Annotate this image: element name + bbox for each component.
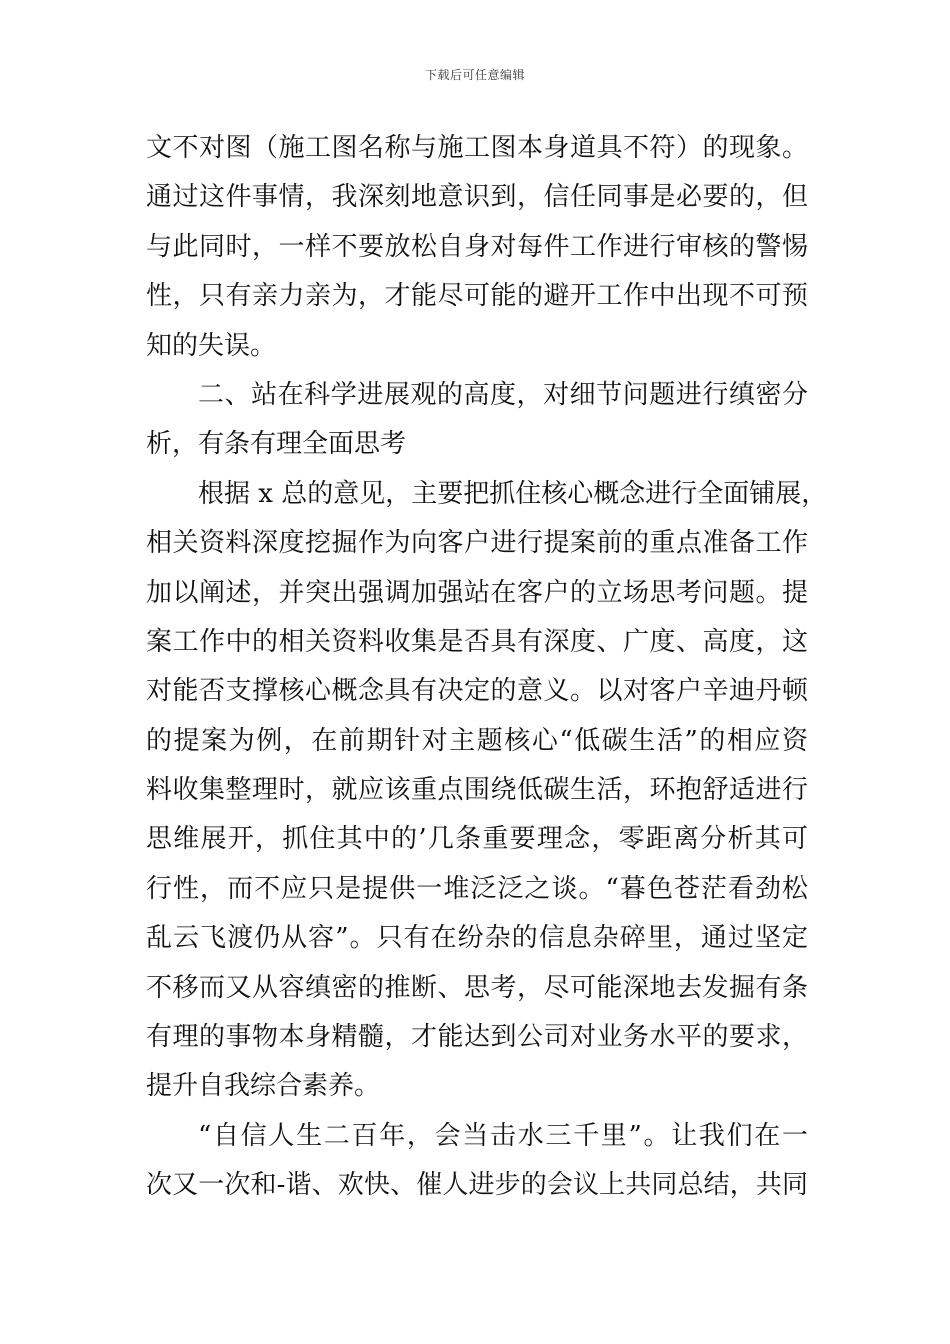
section-heading-line: 二、站在科学进展观的高度，对细节问题进行缜密分 (198, 379, 808, 410)
text-line: “自信人生二百年，会当击水三千里”。让我们在一 (198, 1120, 808, 1151)
document-body (146, 124, 828, 1211)
text-line: 对能否支撑核心概念具有决定的意义。以对客户辛迪丹顿 (146, 676, 808, 707)
text-line: 知的失误。 (146, 330, 277, 361)
text-line: 次又一次和-谐、欢快、催人进步的会议上共同总结，共同 (146, 1170, 808, 1201)
text-line: 文不对图（施工图名称与施工图本身道具不符）的现象。 (146, 133, 808, 163)
section-heading-line: 析，有条有理全面思考 (146, 429, 407, 460)
text-line: 案工作中的相关资料收集是否具有深度、广度、高度，这 (146, 626, 808, 657)
text-line: 不移而又从容缜密的推断、思考，尽可能深地去发掘有条 (146, 972, 808, 1003)
text-line: 与此同时，一样不要放松自身对每件工作进行审核的警惕 (146, 231, 808, 262)
text-line: 思维展开，抓住其中的’几条重要理念，零距离分析其可 (146, 824, 808, 855)
text-line: 料收集整理时，就应该重点围绕低碳生活，环抱舒适进行 (146, 775, 808, 806)
text-line: 通过这件事情，我深刻地意识到，信任同事是必要的，但 (146, 182, 808, 213)
text-line: 加以阐述，并突出强调加强站在客户的立场思考问题。提 (146, 577, 808, 608)
page-header-note: 下载后可任意编辑 (424, 68, 525, 82)
text-line: 根据 x 总的意见，主要把抓住核心概念进行全面铺展， (198, 478, 828, 509)
text-line: 行性，而不应只是提供一堆泛泛之谈。“暮色苍茫看劲松 (146, 873, 808, 904)
text-line: 乱云飞渡仍从容”。只有在纷杂的信息杂碎里，通过坚定 (146, 923, 808, 954)
text-line: 有理的事物本身精髓，才能达到公司对业务水平的要求， (146, 1022, 808, 1053)
text-line: 提升自我综合素养。 (146, 1071, 381, 1102)
text-line: 性，只有亲力亲为，才能尽可能的避开工作中出现不可预 (146, 281, 808, 312)
text-line: 相关资料深度挖掘作为向客户进行提案前的重点准备工作 (146, 528, 808, 559)
text-line: 的提案为例，在前期针对主题核心“低碳生活”的相应资 (146, 725, 808, 756)
